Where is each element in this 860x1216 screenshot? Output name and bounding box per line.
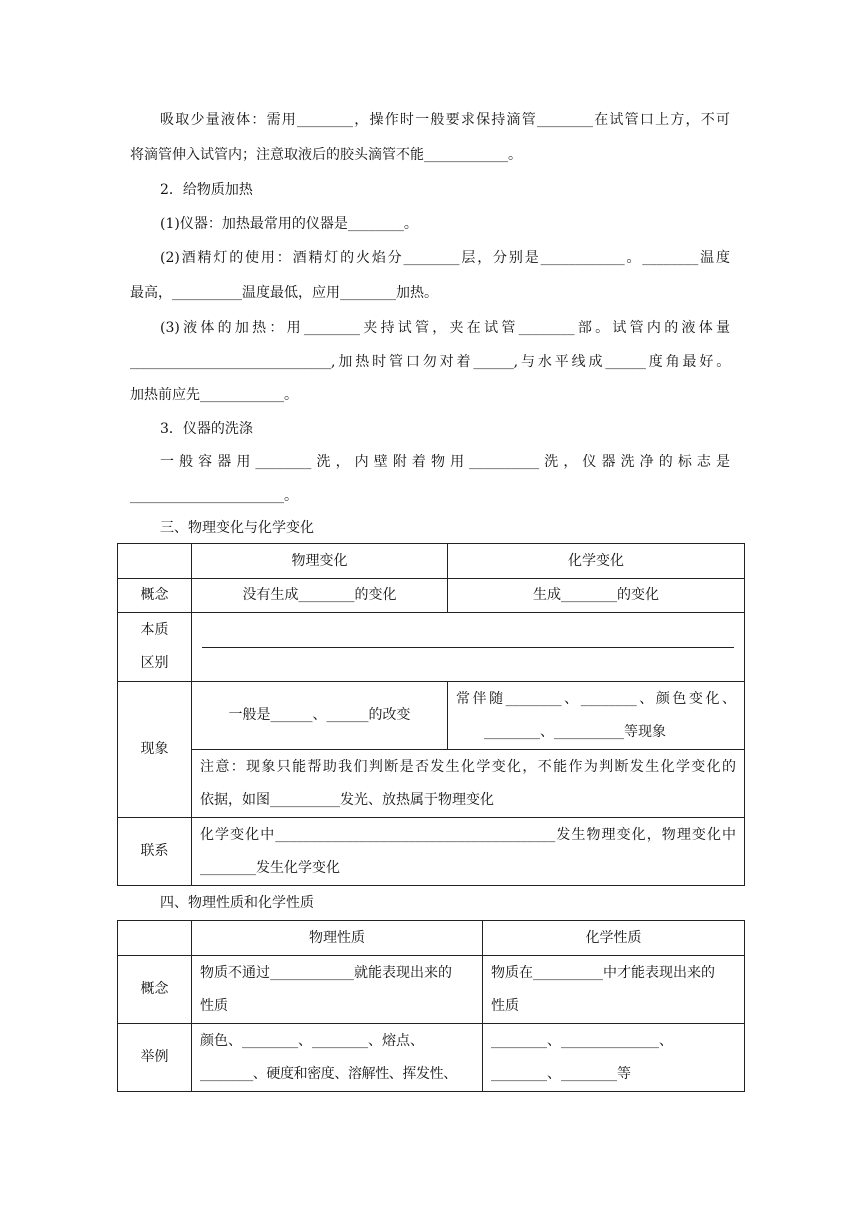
changes-header-physical: 物理变化 bbox=[192, 544, 448, 579]
item-liquid-heating-line3: 加热前应先____________。 bbox=[130, 387, 298, 403]
changes-phenomenon-label: 现象 bbox=[118, 682, 192, 818]
changes-concept-chemical: 生成________的变化 bbox=[448, 579, 745, 613]
properties-concept-physical bbox=[192, 956, 483, 1024]
changes-relation-row bbox=[118, 818, 745, 886]
changes-concept-label: 概念 bbox=[118, 579, 192, 613]
changes-note-line1: 注意：现象只能帮助我们判断是否发生化学变化，不能作为判断发生化学变化的 bbox=[200, 758, 736, 775]
changes-essence-label bbox=[118, 613, 192, 682]
changes-essence-answer-line bbox=[202, 647, 734, 648]
properties-example-row bbox=[118, 1024, 745, 1092]
item-instrument: (1)仪器：加热最常用的仪器是________。 bbox=[160, 216, 418, 232]
properties-example-physical bbox=[192, 1024, 483, 1092]
properties-concept-row bbox=[118, 956, 745, 1024]
item-liquid-heating-line1: (3)液体的加热：用________夹持试管，夹在试管________部。试管内的液体量 bbox=[160, 320, 730, 336]
changes-phenomenon-chemical bbox=[448, 682, 745, 750]
heading-washing: 3．仪器的洗涤 bbox=[160, 421, 253, 437]
properties-concept-label: 概念 bbox=[118, 956, 192, 1024]
changes-phenomenon-chemical-line2: ________、__________等现象 bbox=[484, 723, 666, 740]
item-liquid-heating-line2: ______________________________,加热时管口勿对着______,与水平线成______度角最好。 bbox=[130, 354, 730, 370]
changes-header-empty bbox=[118, 544, 192, 579]
changes-relation-label: 联系 bbox=[118, 818, 192, 886]
properties-table bbox=[117, 920, 745, 1092]
changes-table bbox=[117, 543, 745, 886]
item-alcohol-lamp-line1: (2)酒精灯的使用：酒精灯的火焰分________层，分别是____________。________温度 bbox=[160, 250, 730, 266]
changes-concept-physical: 没有生成________的变化 bbox=[192, 579, 448, 613]
paragraph-liquid-line2: 将滴管伸入试管内；注意取液后的胶头滴管不能____________。 bbox=[130, 147, 522, 163]
properties-concept-chemical-line1: 物质在__________中才能表现出来的 bbox=[491, 964, 715, 981]
properties-example-chemical-line2: ________、________等 bbox=[491, 1065, 631, 1082]
changes-relation bbox=[192, 818, 745, 886]
changes-phenomenon-chemical-line1: 常伴随________、________、颜色变化、 bbox=[456, 690, 736, 707]
properties-concept-chemical bbox=[483, 956, 745, 1024]
properties-header-empty bbox=[118, 921, 192, 956]
properties-header-physical: 物理性质 bbox=[192, 921, 483, 956]
changes-essence-row bbox=[118, 613, 745, 682]
changes-phenomenon-row bbox=[118, 682, 745, 750]
changes-essence-blank bbox=[192, 613, 745, 682]
changes-relation-line2: ________发生化学变化 bbox=[200, 859, 340, 876]
changes-note-row bbox=[118, 750, 745, 818]
changes-phenomenon-physical: 一般是______、______的改变 bbox=[192, 682, 448, 750]
properties-example-label: 举例 bbox=[118, 1024, 192, 1092]
properties-concept-chemical-line2: 性质 bbox=[491, 997, 519, 1014]
properties-example-chemical bbox=[483, 1024, 745, 1092]
paragraph-liquid-line1: 吸取少量液体：需用________，操作时一般要求保持滴管________在试管口上方，不可 bbox=[160, 112, 730, 128]
changes-essence-label-line1: 本质 bbox=[140, 622, 169, 638]
changes-note-line2: 依据，如图__________发光、放热属于物理变化 bbox=[200, 791, 494, 808]
heading-heating: 2．给物质加热 bbox=[160, 182, 253, 198]
properties-header-chemical: 化学性质 bbox=[483, 921, 745, 956]
section-title-properties: 四、物理性质和化学性质 bbox=[160, 895, 314, 911]
item-alcohol-lamp-line2: 最高，__________温度最低，应用________加热。 bbox=[130, 285, 438, 301]
properties-example-chemical-line1: ________、______________、 bbox=[491, 1032, 673, 1049]
properties-header-row bbox=[118, 921, 745, 956]
changes-essence-label-line2: 区别 bbox=[140, 655, 169, 671]
properties-concept-physical-line2: 性质 bbox=[200, 997, 228, 1014]
changes-concept-row bbox=[118, 579, 745, 613]
section-title-changes: 三、物理变化与化学变化 bbox=[160, 520, 314, 536]
changes-note bbox=[192, 750, 745, 818]
washing-line1: 一般容器用________洗，内壁附着物用__________洗，仪器洗净的标志是 bbox=[160, 454, 730, 470]
changes-header-chemical: 化学变化 bbox=[448, 544, 745, 579]
changes-relation-line1: 化学变化中________________________________________发生物理变化，物理变化中 bbox=[200, 826, 736, 843]
properties-example-physical-line1: 颜色、________、________、熔点、 bbox=[200, 1032, 424, 1049]
changes-header-row bbox=[118, 544, 745, 579]
properties-concept-physical-line1: 物质不通过____________就能表现出来的 bbox=[200, 964, 452, 981]
properties-example-physical-line2: ________、硬度和密度、溶解性、挥发性、 bbox=[200, 1065, 457, 1082]
washing-line2: ______________________。 bbox=[130, 488, 298, 504]
